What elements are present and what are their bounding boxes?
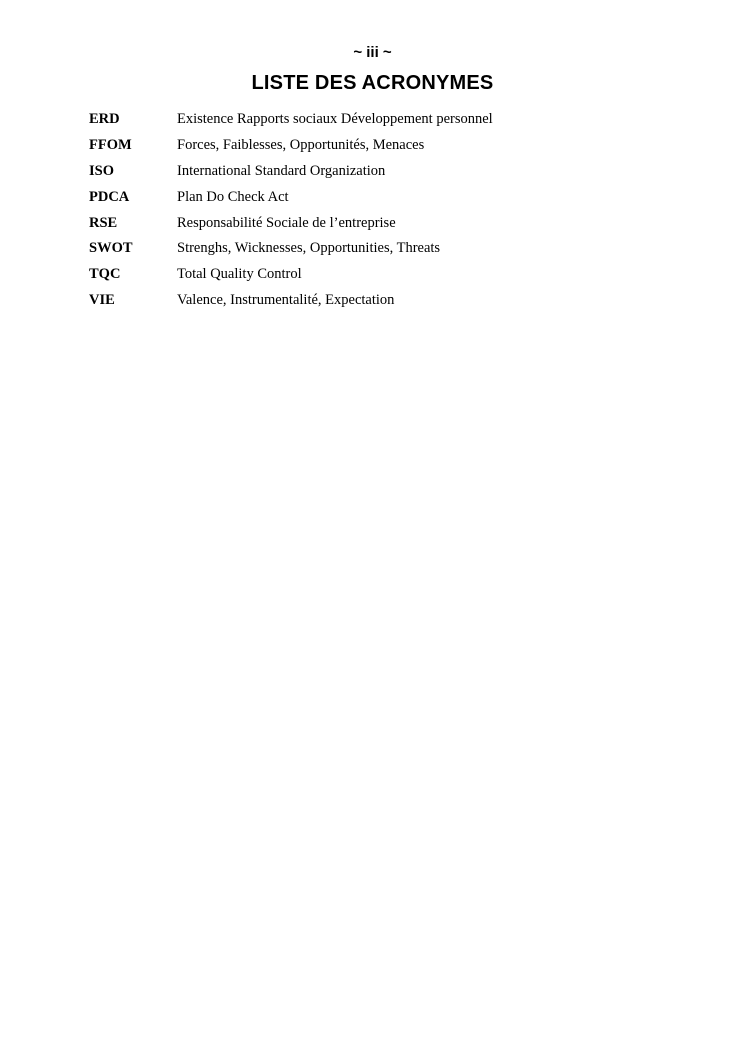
acronym-row-vie bbox=[89, 288, 689, 314]
acronym-row-tqc bbox=[89, 262, 689, 288]
acronym-definition: Responsabilité Sociale de l’entreprise bbox=[177, 214, 396, 231]
page-number: ~ iii ~ bbox=[353, 44, 392, 61]
acronym-code: ISO bbox=[89, 162, 114, 179]
acronym-definition: Valence, Instrumentalité, Expectation bbox=[177, 291, 395, 308]
acronym-code: VIE bbox=[89, 291, 115, 308]
acronym-row-erd bbox=[89, 107, 689, 133]
acronym-list bbox=[89, 107, 689, 313]
acronym-row-iso bbox=[89, 159, 689, 185]
page-title: LISTE DES ACRONYMES bbox=[251, 72, 494, 94]
acronym-row-swot bbox=[89, 236, 689, 262]
acronym-definition: Total Quality Control bbox=[177, 266, 302, 283]
acronym-code: SWOT bbox=[89, 240, 133, 257]
acronym-definition: Strenghs, Wicknesses, Opportunities, Threats bbox=[177, 240, 441, 257]
acronym-code: ERD bbox=[89, 111, 120, 128]
acronym-definition: Existence Rapports sociaux Développement personnel bbox=[177, 111, 493, 128]
acronym-code: FFOM bbox=[89, 137, 132, 154]
acronym-definition: Plan Do Check Act bbox=[177, 188, 289, 205]
acronym-row-ffom bbox=[89, 133, 689, 159]
acronym-row-rse bbox=[89, 210, 689, 236]
acronym-code: TQC bbox=[89, 266, 121, 283]
acronym-definition: Forces, Faiblesses, Opportunités, Menaces bbox=[177, 137, 425, 154]
acronym-row-pdca bbox=[89, 184, 689, 210]
acronym-code: RSE bbox=[89, 214, 118, 231]
acronym-code: PDCA bbox=[89, 188, 130, 205]
acronym-definition: International Standard Organization bbox=[177, 162, 386, 179]
